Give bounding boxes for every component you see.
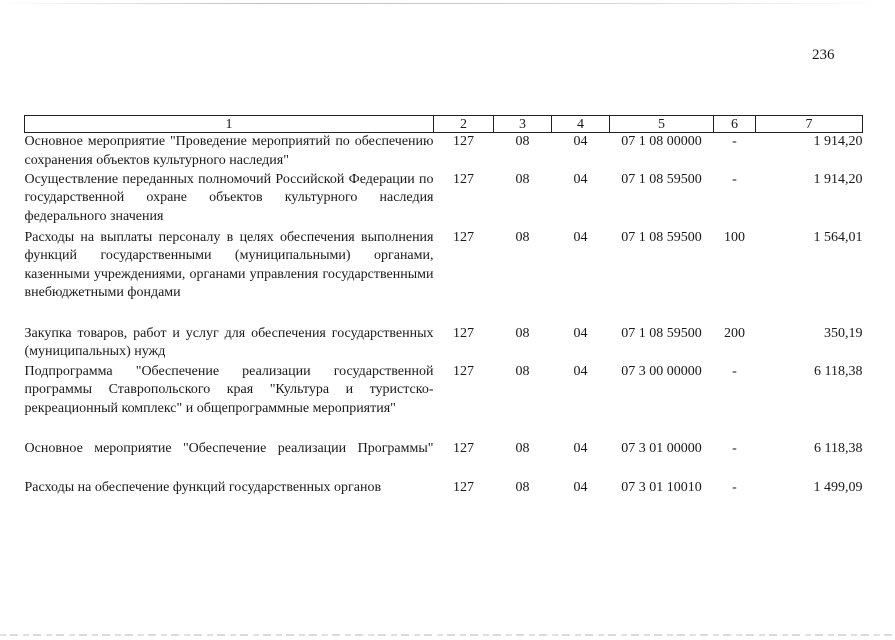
row-name: Расходы на выплаты персоналу в целях обеспечения выполнения функций государственными (муниципальными) органами, казенными учреждениями, органами управления государственными внебюджетными фондами	[24, 229, 434, 300]
header-col-1: 1	[25, 116, 434, 133]
table-row	[25, 479, 863, 503]
row-section: 08	[515, 363, 530, 379]
header-col-4: 4	[552, 116, 610, 133]
row-section: 08	[515, 171, 530, 187]
row-expense-type: 100	[724, 229, 745, 245]
scan-edge-bottom	[0, 634, 895, 636]
table-row	[25, 325, 863, 363]
row-expense-type: -	[732, 440, 737, 456]
table-row	[25, 229, 863, 325]
table-row	[25, 440, 863, 479]
row-amount: 1 914,20	[813, 134, 863, 149]
row-ministry-code: 127	[453, 325, 474, 341]
row-expense-type: -	[732, 479, 737, 495]
row-name: Закупка товаров, работ и услуг для обеспечения государственных (муниципальных) нужд	[24, 325, 434, 359]
row-amount: 1 499,09	[813, 479, 863, 495]
row-name: Основное мероприятие "Обеспечение реализации Программы"	[24, 440, 434, 456]
row-section: 08	[515, 134, 530, 149]
row-amount: 6 118,38	[814, 440, 863, 456]
row-section: 08	[515, 479, 530, 495]
row-name: Основное мероприятие "Проведение мероприятий по обеспечению сохранения объектов культурного наследия"	[24, 134, 434, 168]
row-name: Расходы на обеспечение функций государственных органов	[24, 479, 382, 495]
header-col-3: 3	[494, 116, 552, 133]
row-ministry-code: 127	[453, 171, 474, 187]
row-subsection: 04	[573, 325, 588, 341]
row-amount: 1 914,20	[813, 171, 863, 187]
header-col-5: 5	[610, 116, 714, 133]
row-target-code: 07 1 08 59500	[621, 229, 702, 245]
row-ministry-code: 127	[453, 229, 474, 245]
row-target-code: 07 1 08 00000	[621, 134, 702, 149]
budget-table	[24, 115, 863, 503]
row-target-code: 07 1 08 59500	[621, 171, 702, 187]
row-amount: 1 564,01	[813, 229, 863, 245]
header-col-6: 6	[714, 116, 756, 133]
row-subsection: 04	[573, 440, 588, 456]
row-expense-type: -	[732, 134, 737, 149]
header-col-7: 7	[756, 116, 863, 133]
row-ministry-code: 127	[453, 134, 474, 149]
row-expense-type: 200	[724, 325, 745, 341]
scan-edge-top	[0, 3, 895, 4]
row-subsection: 04	[573, 134, 588, 149]
row-subsection: 04	[573, 229, 588, 245]
row-amount: 350,19	[824, 325, 863, 341]
row-target-code: 07 3 01 00000	[621, 440, 702, 456]
row-target-code: 07 3 00 00000	[621, 363, 702, 379]
header-row	[25, 116, 863, 133]
row-target-code: 07 3 01 10010	[621, 479, 702, 495]
row-name: Подпрограмма "Обеспечение реализации государственной программы Ставропольского края "Культура и туристско-рекреационный комплекс" и общепрограммные мероприятия"	[24, 363, 434, 416]
row-subsection: 04	[573, 363, 588, 379]
row-section: 08	[515, 440, 530, 456]
row-ministry-code: 127	[453, 479, 474, 495]
row-amount: 6 118,38	[814, 363, 863, 379]
row-section: 08	[515, 229, 530, 245]
row-subsection: 04	[573, 479, 588, 495]
table-row	[25, 363, 863, 440]
row-name: Осуществление переданных полномочий Российской Федерации по государственной охране объектов культурного наследия федерального значения	[24, 171, 434, 224]
page-number: 236	[812, 47, 835, 63]
row-ministry-code: 127	[453, 363, 474, 379]
row-subsection: 04	[573, 171, 588, 187]
row-ministry-code: 127	[453, 440, 474, 456]
header-col-2: 2	[434, 116, 494, 133]
row-expense-type: -	[732, 171, 737, 187]
table-row	[25, 133, 863, 171]
row-section: 08	[515, 325, 530, 341]
row-expense-type: -	[732, 363, 737, 379]
row-target-code: 07 1 08 59500	[621, 325, 702, 341]
table-row	[25, 171, 863, 229]
